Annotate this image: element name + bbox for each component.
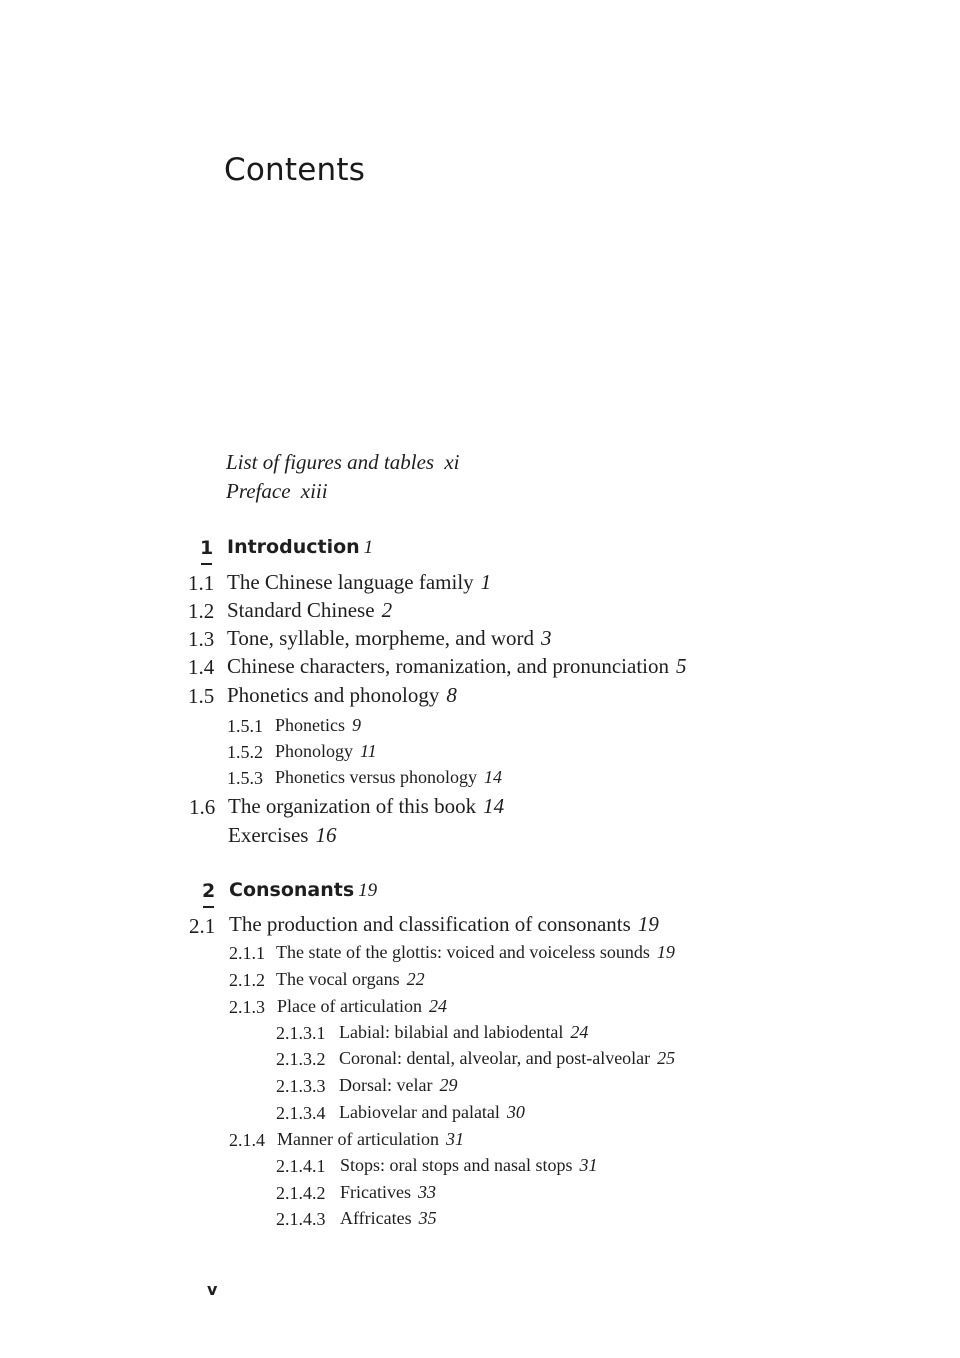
toc-entry bbox=[227, 628, 552, 649]
entry-title: The Chinese language family bbox=[227, 570, 474, 594]
entry-page: 19 bbox=[656, 942, 675, 962]
toc-entry-front-matter bbox=[226, 452, 459, 473]
entry-title: Standard Chinese bbox=[227, 598, 375, 622]
entry-page: 31 bbox=[445, 1129, 464, 1149]
entry-title: The state of the glottis: voiced and voiceless sounds bbox=[276, 942, 650, 962]
entry-title: Phonetics and phonology bbox=[227, 683, 440, 707]
page-title: Contents bbox=[224, 152, 366, 188]
toc-entry bbox=[275, 716, 361, 734]
toc-entry bbox=[339, 1103, 525, 1121]
toc-entry-front-matter bbox=[226, 481, 328, 502]
chapter-page: 19 bbox=[358, 880, 378, 901]
entry-title: Place of articulation bbox=[277, 996, 422, 1016]
entry-title: The vocal organs bbox=[276, 969, 400, 989]
entry-page: 24 bbox=[570, 1022, 589, 1042]
chapter-number: 1 bbox=[200, 539, 213, 558]
subsection-number: 2.1.2 bbox=[229, 970, 265, 990]
entry-title: Tone, syllable, morpheme, and word bbox=[227, 626, 535, 650]
section-number: 1.5 bbox=[188, 684, 215, 708]
subsection-number: 2.1.1 bbox=[229, 943, 265, 963]
subsection-number: 2.1.4 bbox=[229, 1130, 265, 1150]
page-number: v bbox=[207, 1280, 218, 1299]
chapter-number-underline bbox=[201, 563, 212, 565]
entry-page: 35 bbox=[418, 1208, 437, 1228]
entry-title: Labial: bilabial and labiodental bbox=[339, 1022, 564, 1042]
toc-entry bbox=[227, 572, 491, 593]
entry-page: 1 bbox=[480, 570, 492, 594]
entry-title: The production and classification of consonants bbox=[229, 912, 631, 936]
entry-page: 30 bbox=[506, 1102, 525, 1122]
subsubsection-number: 2.1.4.2 bbox=[276, 1183, 326, 1203]
subsection-number: 1.5.2 bbox=[227, 742, 263, 762]
entry-page: 16 bbox=[315, 823, 337, 847]
subsubsection-number: 2.1.4.1 bbox=[276, 1156, 326, 1176]
toc-entry bbox=[340, 1156, 598, 1174]
subsection-number: 1.5.3 bbox=[227, 768, 263, 788]
entry-page: 14 bbox=[484, 767, 502, 787]
entry-page: 2 bbox=[381, 598, 393, 622]
entry-page: 31 bbox=[579, 1155, 598, 1175]
entry-title: Dorsal: velar bbox=[339, 1075, 433, 1095]
chapter-number-underline bbox=[203, 906, 214, 908]
subsection-number: 1.5.1 bbox=[227, 716, 263, 736]
toc-entry bbox=[277, 1130, 464, 1148]
section-number: 2.1 bbox=[189, 914, 216, 938]
section-number: 1.1 bbox=[188, 571, 215, 595]
entry-title: Coronal: dental, alveolar, and post-alveolar bbox=[339, 1048, 651, 1068]
entry-title: Affricates bbox=[340, 1208, 412, 1228]
toc-entry bbox=[339, 1049, 675, 1067]
entry-title: The organization of this book bbox=[228, 794, 477, 818]
entry-page: 19 bbox=[637, 912, 659, 936]
toc-entry bbox=[275, 768, 502, 786]
entry-page: 9 bbox=[352, 715, 361, 735]
entry-page: 25 bbox=[657, 1048, 676, 1068]
section-number: 1.3 bbox=[188, 627, 215, 651]
toc-entry bbox=[339, 1076, 457, 1094]
entry-page: 11 bbox=[360, 741, 377, 761]
entry-page: 29 bbox=[439, 1075, 458, 1095]
entry-page: 5 bbox=[676, 654, 687, 678]
toc-entry bbox=[340, 1209, 437, 1227]
entry-title: Chinese characters, romanization, and pronunciation bbox=[227, 654, 670, 678]
entry-title: Exercises bbox=[228, 823, 309, 847]
toc-entry bbox=[227, 685, 457, 706]
entry-title: Phonology bbox=[275, 741, 354, 761]
entry-title: Preface bbox=[226, 479, 291, 503]
chapter-heading bbox=[227, 538, 373, 557]
toc-entry bbox=[227, 600, 392, 621]
entry-title: Manner of articulation bbox=[277, 1129, 439, 1149]
entry-page: 8 bbox=[446, 683, 457, 707]
entry-page: 22 bbox=[406, 969, 425, 989]
toc-entry bbox=[276, 970, 425, 988]
entry-title: Stops: oral stops and nasal stops bbox=[340, 1155, 573, 1175]
toc-entry bbox=[275, 742, 377, 760]
toc-entry bbox=[277, 997, 447, 1015]
subsubsection-number: 2.1.3.1 bbox=[276, 1023, 326, 1043]
entry-page: 24 bbox=[428, 996, 447, 1016]
subsubsection-number: 2.1.3.3 bbox=[276, 1076, 326, 1096]
subsubsection-number: 2.1.3.4 bbox=[276, 1103, 326, 1123]
entry-page: 3 bbox=[541, 626, 552, 650]
section-number: 1.2 bbox=[188, 599, 215, 623]
toc-entry bbox=[340, 1183, 436, 1201]
chapter-page: 1 bbox=[363, 537, 374, 558]
chapter-number: 2 bbox=[202, 882, 215, 901]
chapter-title: Consonants bbox=[229, 879, 355, 901]
toc-entry-exercises bbox=[228, 825, 336, 846]
chapter-heading bbox=[229, 881, 377, 900]
subsubsection-number: 2.1.4.3 bbox=[276, 1209, 326, 1229]
entry-title: Phonetics bbox=[275, 715, 345, 735]
subsection-number: 2.1.3 bbox=[229, 997, 265, 1017]
toc-entry bbox=[228, 796, 504, 817]
entry-title: Fricatives bbox=[340, 1182, 411, 1202]
entry-page: xi bbox=[444, 450, 460, 474]
entry-title: Labiovelar and palatal bbox=[339, 1102, 500, 1122]
toc-entry bbox=[276, 943, 675, 961]
toc-entry bbox=[339, 1023, 588, 1041]
chapter-title: Introduction bbox=[227, 536, 360, 558]
entry-title: Phonetics versus phonology bbox=[275, 767, 477, 787]
section-number: 1.4 bbox=[188, 655, 215, 679]
entry-page: 33 bbox=[417, 1182, 436, 1202]
toc-entry bbox=[229, 914, 659, 935]
entry-title: List of figures and tables bbox=[226, 450, 435, 474]
section-number: 1.6 bbox=[189, 795, 216, 819]
toc-entry bbox=[227, 656, 687, 677]
entry-page: 14 bbox=[483, 794, 505, 818]
subsubsection-number: 2.1.3.2 bbox=[276, 1049, 326, 1069]
entry-page: xiii bbox=[300, 479, 328, 503]
